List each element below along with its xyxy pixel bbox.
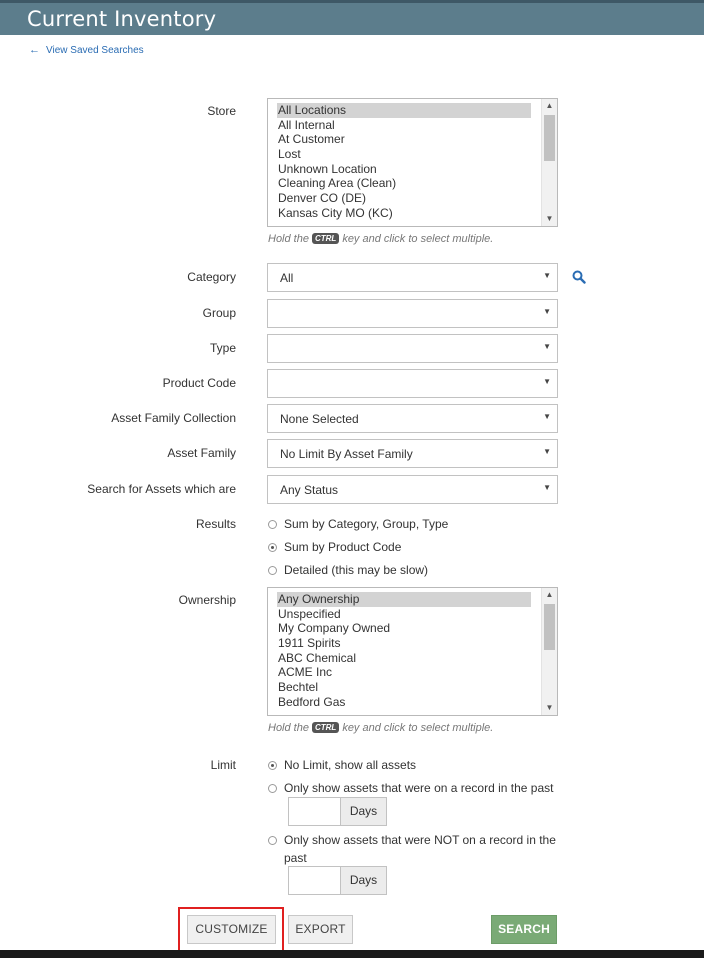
group-label: Group [202,306,236,320]
asset-family-collection-label: Asset Family Collection [111,411,236,425]
caret-down-icon: ▼ [543,377,551,386]
scroll-up-icon[interactable]: ▲ [545,101,554,110]
radio-button[interactable] [268,520,277,529]
ownership-listbox[interactable] [267,587,558,716]
radio-button[interactable] [268,566,277,575]
ownership-option[interactable]: My Company Owned [278,621,391,636]
store-hint: Hold the CTRL key and click to select multiple. [268,233,494,245]
ownership-option[interactable]: ACME Inc [278,665,333,680]
ownership-hint: Hold the CTRL key and click to select multiple. [268,722,494,734]
group-select[interactable] [267,299,558,328]
limit-radio-not[interactable]: Only show assets that were NOT on a record in the [268,833,556,847]
asset-status-label: Search for Assets which are [87,482,236,496]
store-option[interactable]: Kansas City MO (KC) [278,205,393,220]
category-value: All [280,271,294,285]
not-days-input[interactable] [288,866,341,895]
scroll-up-icon[interactable]: ▲ [545,590,554,599]
bottom-bar [0,950,704,958]
arrow-left-icon: ← [29,44,40,56]
scroll-thumb[interactable] [544,604,555,650]
scroll-down-icon[interactable]: ▼ [545,703,554,712]
ownership-option[interactable]: Bedford Gas [278,694,346,709]
store-option[interactable]: All Internal [278,117,335,132]
asset-family-select[interactable] [267,439,558,468]
view-saved-searches-link[interactable]: ← View Saved Searches [29,44,144,56]
past-days-input[interactable] [288,797,341,826]
radio-button[interactable] [268,836,277,845]
days-addon: Days [340,866,387,895]
page-title: Current Inventory [27,7,217,31]
limit-label: Limit [210,758,236,772]
store-label: Store [207,104,236,118]
store-option[interactable]: Cleaning Area (Clean) [278,176,397,191]
customize-button[interactable]: CUSTOMIZE [187,915,276,944]
asset-family-collection-value: None Selected [280,412,359,426]
ownership-option[interactable]: Any Ownership [277,592,531,607]
results-radio-product-code[interactable]: Sum by Product Code [268,540,401,554]
caret-down-icon: ▼ [543,307,551,316]
product-code-select[interactable] [267,369,558,398]
caret-down-icon: ▼ [543,447,551,456]
results-radio-category[interactable]: Sum by Category, Group, Type [268,517,448,531]
store-option[interactable]: At Customer [278,132,345,147]
limit-radio-not-continued: past [284,851,307,865]
ctrl-key-badge: CTRL [312,722,339,733]
asset-status-value: Any Status [280,483,339,497]
category-label: Category [187,270,236,284]
asset-family-collection-select[interactable] [267,404,558,433]
results-radio-detailed[interactable]: Detailed (this may be slow) [268,563,428,577]
search-icon[interactable] [572,270,586,284]
radio-button[interactable] [268,543,277,552]
category-select[interactable] [267,263,558,292]
ctrl-key-badge: CTRL [312,233,339,244]
caret-down-icon: ▼ [543,412,551,421]
asset-family-label: Asset Family [167,446,236,460]
store-option[interactable]: Lost [278,147,301,162]
radio-button[interactable] [268,761,277,770]
asset-status-select[interactable] [267,475,558,504]
ownership-label: Ownership [178,593,236,607]
asset-family-value: No Limit By Asset Family [280,447,413,461]
type-label: Type [209,341,236,355]
search-button[interactable]: SEARCH [491,915,557,944]
caret-down-icon: ▼ [543,483,551,492]
store-option[interactable]: All Locations [277,103,531,118]
results-label: Results [195,517,236,531]
caret-down-icon: ▼ [543,342,551,351]
not-days-input-group [288,866,387,895]
radio-button[interactable] [268,784,277,793]
past-days-input-group [288,797,387,826]
limit-radio-past[interactable]: Only show assets that were on a record in the past [268,781,553,795]
caret-down-icon: ▼ [543,271,551,280]
product-code-label: Product Code [162,376,236,390]
store-option[interactable]: Unknown Location [278,161,377,176]
ownership-option[interactable]: 1911 Spirits [278,636,341,651]
scroll-down-icon[interactable]: ▼ [545,214,554,223]
ownership-option[interactable]: Unspecified [278,606,341,621]
ownership-option[interactable]: ABC Chemical [278,650,357,665]
store-listbox[interactable] [267,98,558,227]
page-header [0,0,704,35]
type-select[interactable] [267,334,558,363]
store-option[interactable]: Denver CO (DE) [278,191,367,206]
limit-radio-all[interactable]: No Limit, show all assets [268,758,416,772]
scroll-thumb[interactable] [544,115,555,161]
store-scrollbar[interactable] [541,99,557,226]
ownership-option[interactable]: Bechtel [278,680,319,695]
ownership-scrollbar[interactable] [541,588,557,715]
highlight-annotation [178,907,284,952]
export-button[interactable]: EXPORT [288,915,353,944]
days-addon: Days [340,797,387,826]
